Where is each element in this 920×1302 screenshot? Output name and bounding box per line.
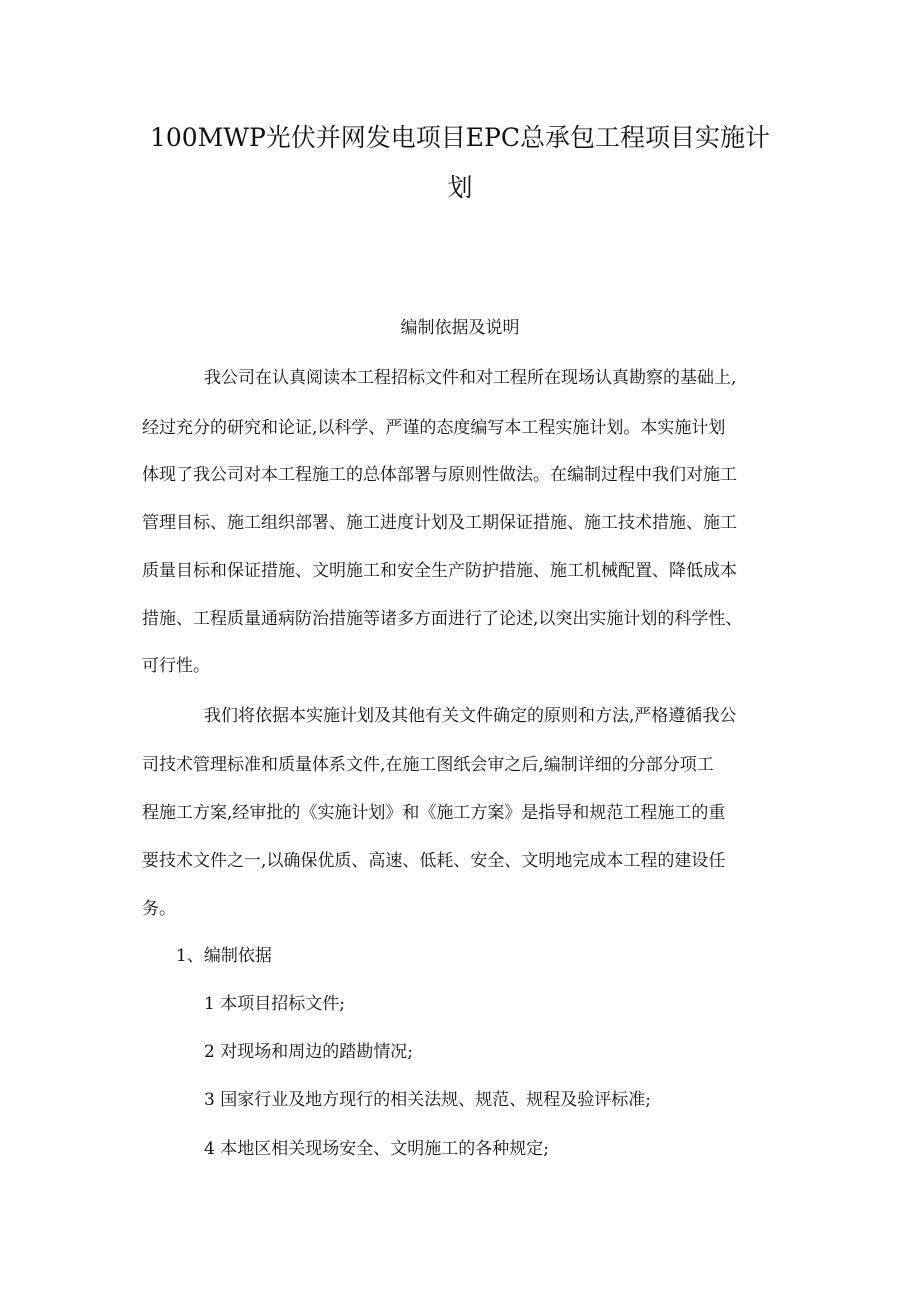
paragraph-2-line: 我们将依据本实施计划及其他有关文件确定的原则和方法,严格遵循我公 [204,706,737,726]
document-title-line-1: 100MWP光伏并网发电项目EPC总承包工程项目实施计 [149,123,771,152]
document-title-line-2: 划 [447,173,473,202]
list-item: 4 本地区相关现场安全、文明施工的各种规定; [204,1139,549,1159]
list-item: 2 对现场和周边的踏勘情况; [204,1042,413,1062]
paragraph-1-line: 措施、工程质量通病防治措施等诸多方面进行了论述,以突出实施计划的科学性、 [142,609,743,629]
paragraph-2-line: 务。 [142,899,176,919]
list-item: 3 国家行业及地方现行的相关法规、规范、规程及验评标准; [204,1090,651,1110]
paragraph-1-line: 经过充分的研究和论证,以科学、严谨的态度编写本工程实施计划。本实施计划 [142,418,726,438]
paragraph-2-line: 要技术文件之一,以确保优质、高速、低耗、安全、文明地完成本工程的建设任 [142,851,726,871]
paragraph-1-line: 质量目标和保证措施、文明施工和安全生产防护措施、施工机械配置、降低成本 [142,561,737,581]
paragraph-1-line: 体现了我公司对本工程施工的总体部署与原则性做法。在编制过程中我们对施工 [142,465,737,485]
paragraph-1-line: 我公司在认真阅读本工程招标文件和对工程所在现场认真勘察的基础上, [204,368,737,388]
paragraph-1-line: 可行性。 [142,656,210,676]
list-heading: 1、编制依据 [176,946,272,966]
section-heading: 编制依据及说明 [400,318,520,338]
paragraph-2-line: 司技术管理标准和质量体系文件,在施工图纸会审之后,编制详细的分部分项工 [142,755,714,775]
paragraph-1-line: 管理目标、施工组织部署、施工进度计划及工期保证措施、施工技术措施、施工 [142,513,737,533]
paragraph-2-line: 程施工方案,经审批的《实施计划》和《施工方案》是指导和规范工程施工的重 [142,803,726,823]
list-item: 1 本项目招标文件; [204,994,345,1014]
